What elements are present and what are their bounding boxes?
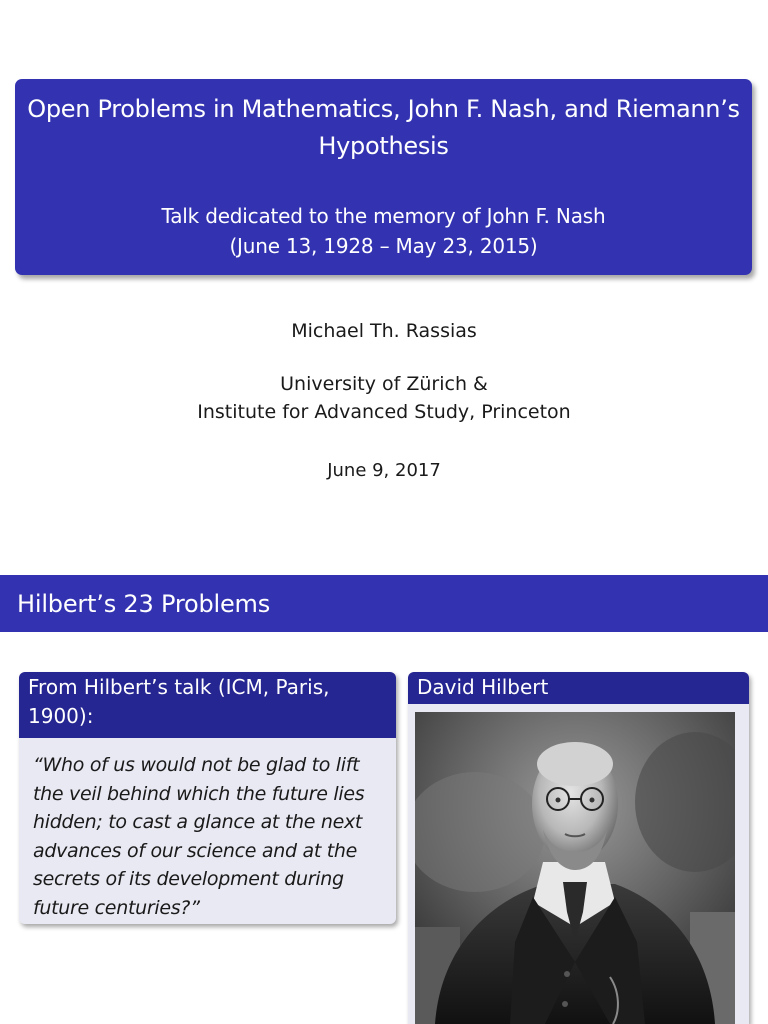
institute-line-2: Institute for Advanced Study, Princeton [197,401,571,423]
quote-block-title: From Hilbert’s talk (ICM, Paris, 1900): [19,672,396,738]
photo-block-title: David Hilbert [408,672,749,704]
quote-block [19,672,396,924]
presentation-date: June 9, 2017 [327,460,441,481]
subtitle-dates: (June 13, 1928 – May 23, 2015) [229,234,538,258]
frame-title-bar [0,575,768,632]
institute-line-1: University of Zürich & [280,373,488,395]
hilbert-portrait [415,712,735,1024]
subtitle-dedication: Talk dedicated to the memory of John F. Nash [161,204,606,228]
author-name: Michael Th. Rassias [291,320,477,342]
frame-title: Hilbert’s 23 Problems [17,590,271,618]
photo-block [408,672,749,1024]
title-box [15,79,752,275]
quote-text: “Who of us would not be glad to lift the veil behind which the future lies hidden; to cast a glance at the next advances of our science and at the secrets of its development during future centuries?” [33,754,365,919]
presentation-subtitle [15,201,752,261]
institute [0,370,768,426]
presentation-title: Open Problems in Mathematics, John F. Nash, and Riemann’s Hypothesis [27,95,740,160]
